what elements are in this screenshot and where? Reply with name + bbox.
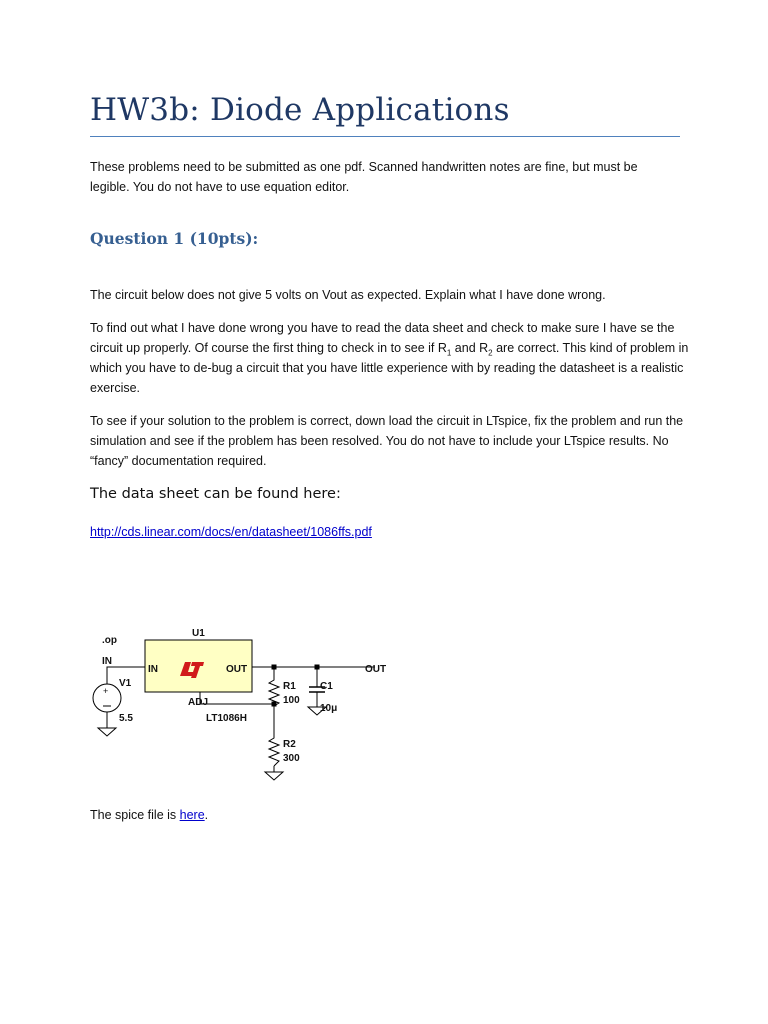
para2-text-3: are correct. This kind of problem in which you have to de-bug a circuit that you have little experience with by reading the datasheet is a realistic exercise. xyxy=(90,341,689,395)
spice-file-link[interactable]: here xyxy=(179,808,205,822)
node-dot-out xyxy=(272,665,277,670)
u1-label: U1 xyxy=(192,628,205,639)
r1-subscript: 1 xyxy=(446,348,452,358)
c1-name-label: C1 xyxy=(320,681,333,692)
question1-paragraph-2 xyxy=(90,318,690,398)
datasheet-heading: The data sheet can be found here: xyxy=(90,486,341,502)
pin-adj-label: ADJ xyxy=(188,697,209,708)
v1-value-label: 5.5 xyxy=(119,713,133,724)
c1-value-label: 10μ xyxy=(320,703,338,714)
title-divider xyxy=(90,136,680,137)
circuit-schematic xyxy=(90,622,400,782)
r2-value-label: 300 xyxy=(283,753,300,764)
ground-symbol-v1 xyxy=(98,728,116,736)
resistor-r2 xyxy=(269,736,279,766)
node-dot-adj xyxy=(272,702,277,707)
para2-text-2: and R xyxy=(451,341,489,355)
part-name-label: LT1086H xyxy=(206,713,247,724)
spice-file-line xyxy=(90,805,208,825)
op-directive: .op xyxy=(102,635,117,646)
page-title: HW3b: Diode Applications xyxy=(90,92,510,128)
spice-prefix: The spice file is xyxy=(90,808,180,822)
svg-text:+: + xyxy=(103,686,109,696)
node-dot-out-c1 xyxy=(315,665,320,670)
spice-suffix: . xyxy=(204,808,209,822)
pin-in-label: IN xyxy=(148,664,158,675)
ground-symbol-r2 xyxy=(265,772,283,780)
r1-name-label: R1 xyxy=(283,681,296,692)
v1-name-label: V1 xyxy=(119,678,132,689)
question1-paragraph-3: To see if your solution to the problem is correct, down load the circuit in LTspice, fix the problem and run the simulation and see if the problem has been resolved. You do not have to include your LTspice results. No “fancy” documentation required. xyxy=(90,414,684,468)
out-net-label: OUT xyxy=(365,664,387,675)
in-net-label: IN xyxy=(102,656,112,667)
pin-out-label: OUT xyxy=(226,664,248,675)
question1-heading: Question 1 (10pts): xyxy=(90,229,259,248)
r1-value-label: 100 xyxy=(283,695,300,706)
question1-paragraph-1: The circuit below does not give 5 volts on Vout as expected. Explain what I have done wrong. xyxy=(90,288,606,302)
datasheet-link[interactable]: http://cds.linear.com/docs/en/datasheet/1086ffs.pdf xyxy=(90,525,372,539)
intro-paragraph: These problems need to be submitted as one pdf. Scanned handwritten notes are fine, but must be legible. You do not have to use equation editor. xyxy=(90,160,638,194)
r2-subscript: 2 xyxy=(488,348,493,358)
voltage-source-v1 xyxy=(93,684,121,712)
r2-name-label: R2 xyxy=(283,739,296,750)
datasheet-link-line xyxy=(90,522,372,542)
para2-text-1: To find out what I have done wrong you have to read the data sheet and check to make sure I have se the circuit up properly. Of course the first thing to check in to see if R xyxy=(90,321,675,355)
